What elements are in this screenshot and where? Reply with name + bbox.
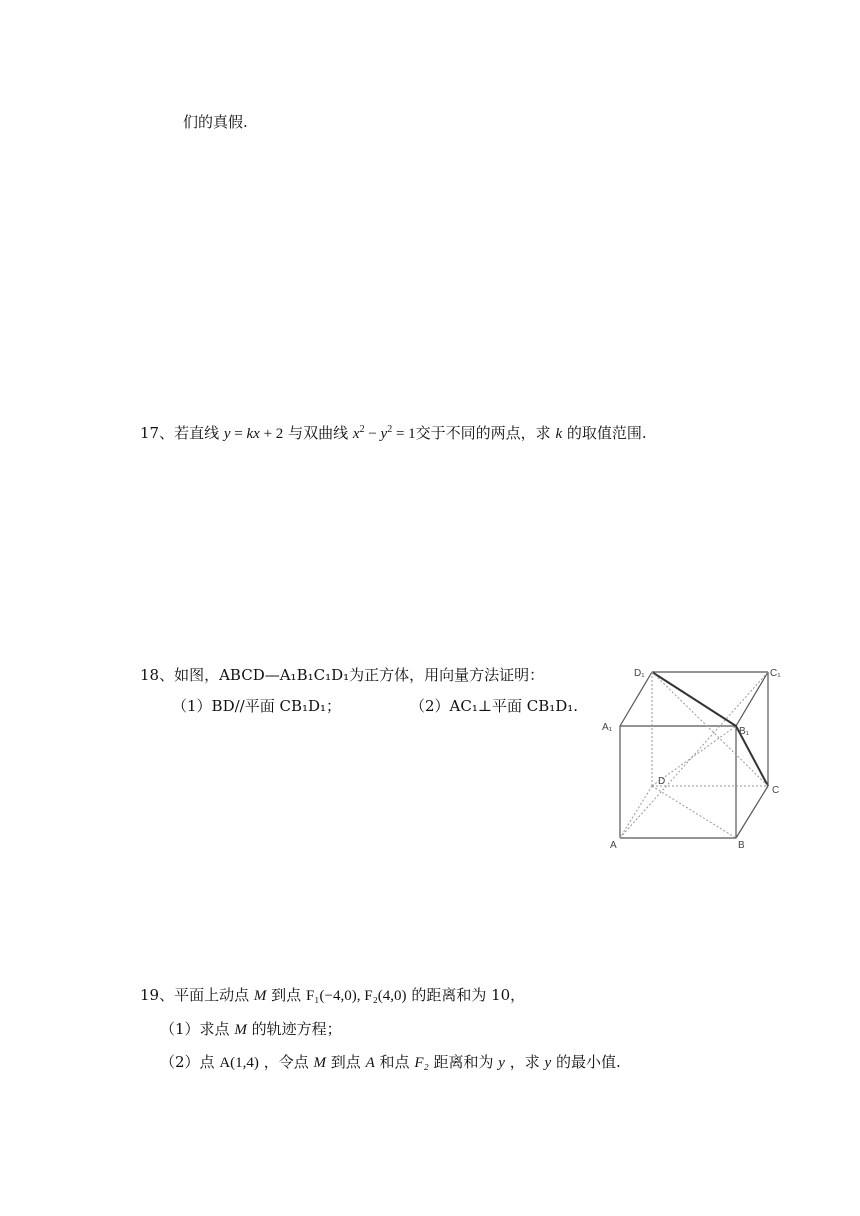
edge-a1d1 — [620, 672, 652, 726]
label-c1: C₁ — [770, 668, 781, 679]
q17-text-2: 交于不同的两点，求 — [415, 424, 551, 442]
label-c: C — [772, 785, 780, 796]
q19-rest: 的距离和为 10， — [411, 986, 526, 1004]
diagonal-ac1-hidden — [620, 672, 768, 838]
edge-da-hidden — [620, 786, 652, 838]
q19-prefix: 19、平面上动点 — [140, 986, 250, 1004]
segment-d1c-hidden — [652, 672, 768, 786]
cube-figure — [596, 660, 796, 856]
line-equation: y — [223, 426, 231, 442]
edge-b1c1 — [736, 672, 768, 726]
label-a: A — [610, 840, 617, 851]
diagonal-bd-hidden — [652, 786, 736, 838]
question-18-part-1: （1）BD//平面 CB₁D₁； — [172, 697, 342, 715]
question-19-part-1: （1）求点 M 的轨迹方程； — [160, 1020, 342, 1038]
question-19-part-2: （2）点 A(1,4) ，令点 M 到点 A 和点 F₂ 距离和为 y ，求 y 的最小值. — [160, 1053, 621, 1071]
q17-text-1: 与双曲线 — [288, 424, 349, 442]
label-d1: D₁ — [634, 668, 645, 679]
question-19-stem — [140, 985, 525, 1006]
previous-question-tail: 们的真假. — [183, 113, 248, 131]
q19-foci: F₁(−4,0), F₂(4,0) — [305, 988, 407, 1004]
q17-prefix: 17、若直线 — [140, 424, 220, 442]
q19-point-m: M — [253, 988, 267, 1004]
segment-d1b1 — [652, 672, 736, 726]
question-18-stem: 18、如图，ABCD—A₁B₁C₁D₁为正方体，用向量方法证明： — [140, 666, 545, 684]
q17-text-3: 的取值范围. — [566, 424, 647, 442]
q19-to: 到点 — [271, 986, 302, 1004]
edge-bc — [736, 786, 768, 838]
q17-k: k — [555, 426, 563, 442]
label-a1: A₁ — [602, 722, 613, 733]
hyperbola-equation: x — [352, 426, 360, 442]
label-b1: B₁ — [739, 726, 750, 737]
question-17: 17、若直线 y = kx + 2 与双曲线 $x^2 - y^2 = 1$交于不同的两点，求 k 的取值范围. — [140, 424, 647, 442]
label-d: D — [658, 776, 666, 787]
question-18-part-2: （2）AC₁⊥平面 CB₁D₁. — [410, 697, 579, 715]
q19-point-a: A(1,4) — [219, 1055, 259, 1071]
label-b: B — [738, 840, 745, 851]
